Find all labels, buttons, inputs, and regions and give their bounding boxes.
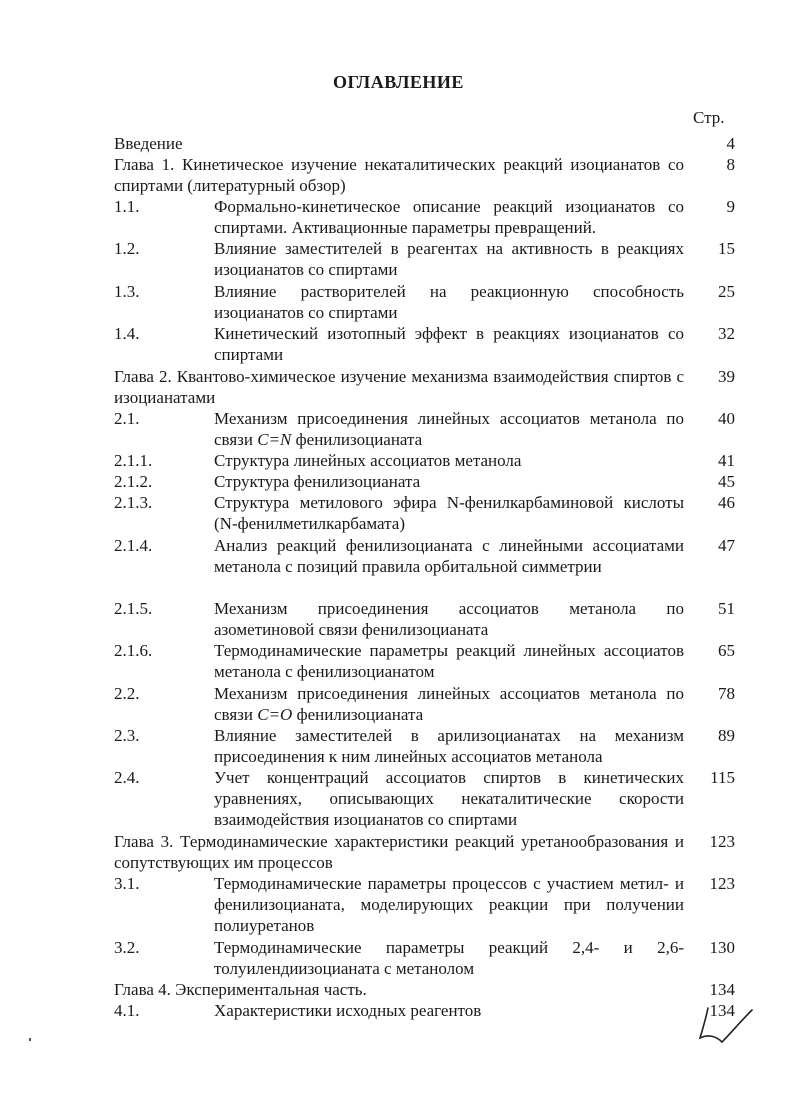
toc-entry-number: 4.1. [114, 1001, 140, 1020]
toc-entry-number: 3.1. [114, 874, 140, 893]
toc-entry-page: 4 [726, 134, 735, 153]
toc-entry-number: 2.1.5. [114, 599, 153, 618]
toc-entry-text-part: фенилизоцианата [292, 705, 424, 724]
handwritten-signature-icon [694, 1004, 756, 1050]
toc-entry-number: 2.1.6. [114, 641, 153, 660]
toc-entry-text: Термодинамические параметры реакций 2,4- и 2,6-толуилендиизоцианата с метанолом [214, 938, 684, 978]
toc-entry-text: Влияние заместителей в арилизоцианатах на механизм присоединения к ним линейных ассоциатов метанола [214, 726, 684, 766]
toc-entry-number: 2.3. [114, 726, 140, 745]
toc-entry-number: 1.1. [114, 197, 140, 216]
toc-entry-text: Глава 2. Квантово-химическое изучение механизма взаимодействия спиртов с изоцианатами [114, 367, 684, 407]
toc-entry-text: Термодинамические параметры процессов с участием метил- и фенилизоцианата, моделирующих реакции при получении полиуретанов [214, 874, 684, 935]
toc-entry-page: 25 [718, 282, 735, 301]
toc-entry-page: 89 [718, 726, 735, 745]
toc-entry-text: Структура фенилизоцианата [214, 472, 421, 491]
toc-entry-text-part: Механизм присоединения линейных ассоциатов метанола по связи [214, 684, 684, 724]
toc-entry-text: Глава 4. Экспериментальная часть. [114, 980, 367, 999]
toc-entry-page: 9 [726, 197, 735, 216]
toc-entry-text: Влияние растворителей на реакционную способность изоцианатов со спиртами [214, 282, 684, 322]
toc-entry-text: Кинетический изотопный эффект в реакциях изоцианатов со спиртами [214, 324, 684, 364]
toc-entry-text: Введение [114, 134, 183, 153]
toc-entry-page: 45 [718, 472, 735, 491]
toc-entry-page: 130 [709, 938, 735, 957]
bond-formula: C=N [257, 430, 292, 449]
toc-entry-text-part: фенилизоцианата [291, 430, 423, 449]
toc-entry-text [214, 408, 684, 450]
toc-entry-text: Структура линейных ассоциатов метанола [214, 451, 522, 470]
toc-entry-page: 123 [709, 874, 735, 893]
toc-entry-text: Глава 3. Термодинамические характеристики реакций уретанообразования и сопутствующих им процессов [114, 832, 684, 872]
toc-entry-text: Учет концентраций ассоциатов спиртов в кинетических уравнениях, описывающих некаталитические скорости взаимодействия изоцианатов со спиртами [214, 768, 684, 829]
toc-entry-number: 2.1.2. [114, 472, 153, 491]
toc-entry-page: 8 [726, 155, 735, 174]
toc-entry-page: 39 [718, 367, 735, 386]
toc-entry-text: Характеристики исходных реагентов [214, 1001, 482, 1020]
toc-entry-text: Анализ реакций фенилизоцианата с линейными ассоциатами метанола с позиций правила орбитальной симметрии [214, 536, 684, 576]
toc-entry-text [214, 683, 684, 725]
toc-entry-number: 3.2. [114, 938, 140, 957]
page-title: ОГЛАВЛЕНИЕ [333, 72, 464, 92]
toc-entry-text: Механизм присоединения ассоциатов метанола по азометиновой связи фенилизоцианата [214, 599, 684, 639]
bond-formula: C=O [257, 705, 293, 724]
scan-speck [29, 1038, 31, 1041]
toc-entry-number: 2.1.1. [114, 451, 153, 470]
page-column-header: Стр. [693, 108, 725, 127]
toc-entry-page: 123 [709, 832, 735, 851]
toc-entry-number: 2.1. [114, 409, 140, 428]
toc-entry-number: 1.2. [114, 239, 140, 258]
toc-entry-text: Структура метилового эфира N-фенилкарбаминовой кислоты (N-фенилметилкарбамата) [214, 493, 684, 533]
toc-entry-text: Глава 1. Кинетическое изучение некаталитических реакций изоцианатов со спиртами (литературный обзор) [114, 155, 684, 195]
toc-entry-page: 40 [718, 409, 735, 428]
toc-entry-text: Влияние заместителей в реагентах на активность в реакциях изоцианатов со спиртами [214, 239, 684, 279]
toc-entry-page: 47 [718, 536, 735, 555]
toc-entry-number: 2.1.4. [114, 536, 153, 555]
toc-entry-page: 115 [710, 768, 735, 787]
toc-entry-page: 51 [718, 599, 735, 618]
toc-entry-page: 134 [709, 980, 735, 999]
toc-entry-number: 1.4. [114, 324, 140, 343]
toc-entry-page: 65 [718, 641, 735, 660]
toc-entry-text: Формально-кинетическое описание реакций изоцианатов со спиртами. Активационные параметры превращений. [214, 197, 684, 237]
toc-entry-page: 46 [718, 493, 735, 512]
toc-entry-page: 41 [718, 451, 735, 470]
toc-entry-text: Термодинамические параметры реакций линейных ассоциатов метанола с фенилизоцианатом [214, 641, 684, 681]
toc-entry-number: 2.1.3. [114, 493, 153, 512]
toc-entry-page: 78 [718, 684, 735, 703]
toc-entry-text-part: Механизм присоединения линейных ассоциатов метанола по связи [214, 409, 684, 449]
toc-entry-number: 2.2. [114, 684, 140, 703]
toc-entry-page: 32 [718, 324, 735, 343]
toc-entry-number: 1.3. [114, 282, 140, 301]
toc-entry-page: 134 [709, 1001, 735, 1020]
toc-entry-page: 15 [718, 239, 735, 258]
toc-entry-number: 2.4. [114, 768, 140, 787]
